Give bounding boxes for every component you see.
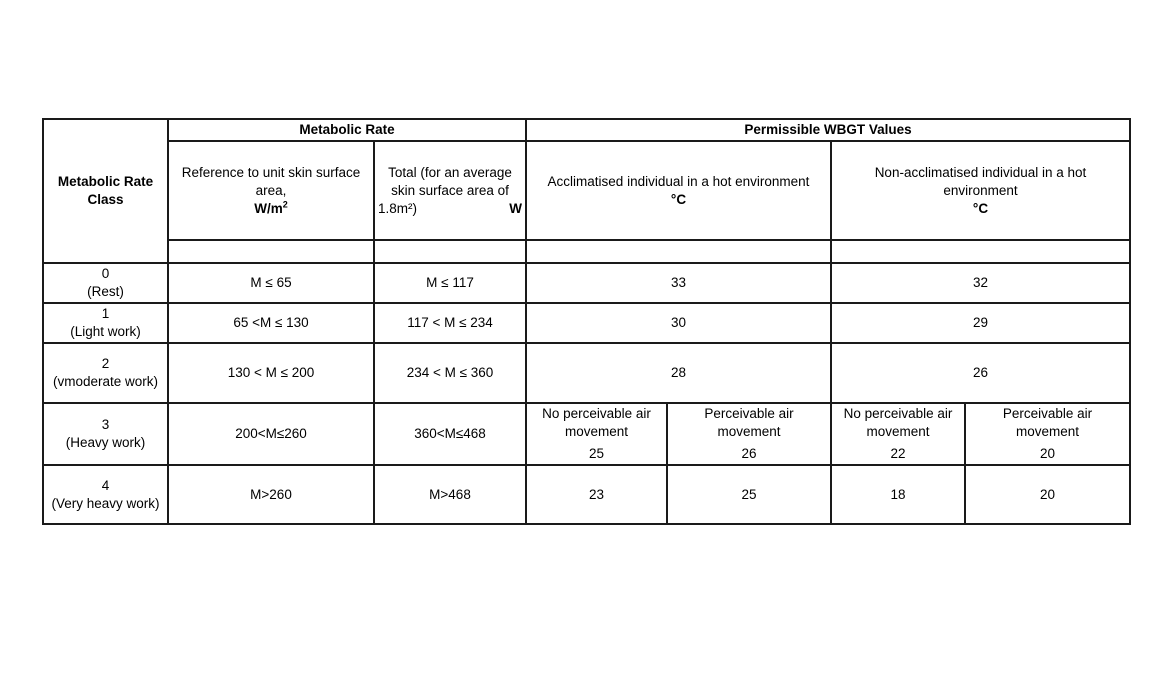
table-row [43, 403, 1130, 465]
acclimatised-air-cell [667, 403, 831, 465]
header-row-1 [43, 119, 1130, 141]
total-header [374, 141, 526, 240]
class-cell [43, 465, 168, 524]
ref-value: M>260 [168, 465, 374, 524]
metabolic-rate-header: Metabolic Rate [168, 119, 526, 141]
acclimatised-header [526, 141, 831, 240]
non-acclimatised-no-air-value: 22 [890, 446, 906, 461]
acclimatised-unit: °C [670, 191, 687, 207]
table-row [43, 343, 1130, 403]
non-acclimatised-value: 29 [831, 303, 1130, 343]
class-number: 3 [101, 417, 110, 432]
class-cell [43, 403, 168, 465]
permissible-wbgt-header: Permissible WBGT Values [526, 119, 1130, 141]
empty-cell [168, 240, 374, 263]
acclimatised-air-value: 26 [741, 446, 757, 461]
class-number: 4 [101, 477, 110, 493]
ref-skin-header [168, 141, 374, 240]
empty-cell [831, 240, 1130, 263]
non-acclimatised-air-value: 20 [1039, 446, 1056, 461]
air-movement-label: Perceivable air movement [704, 406, 794, 439]
table-row [43, 263, 1130, 303]
non-acclimatised-air-cell [965, 403, 1130, 465]
class-cell [43, 263, 168, 303]
total-area: 1.8m²) [378, 200, 418, 216]
acclimatised-no-air-cell [526, 403, 667, 465]
class-name: (Heavy work) [65, 435, 146, 450]
non-acclimatised-header [831, 141, 1130, 240]
class-cell [43, 303, 168, 343]
non-acclimatised-value: 26 [831, 343, 1130, 403]
ref-value: 200<M≤260 [168, 403, 374, 465]
header-row-2 [43, 141, 1130, 240]
class-number: 2 [101, 356, 110, 371]
acclimatised-no-air-value: 23 [526, 465, 667, 524]
ref-value: M ≤ 65 [168, 263, 374, 303]
class-number: 0 [101, 266, 110, 281]
empty-cell [374, 240, 526, 263]
ref-value: 130 < M ≤ 200 [168, 343, 374, 403]
total-value: 360<M≤468 [374, 403, 526, 465]
non-acclimatised-value: 32 [831, 263, 1130, 303]
metabolic-rate-class-header: Metabolic Rate Class [43, 119, 168, 263]
ref-skin-unit: $W/m^2$ [254, 199, 288, 216]
wbgt-table [42, 118, 1131, 525]
class-number: 1 [101, 306, 110, 321]
non-acclimatised-text: Non-acclimatised individual in a hot environment [874, 164, 1087, 198]
class-name: (vmoderate work) [52, 374, 159, 389]
acclimatised-text: Acclimatised individual in a hot environment [547, 173, 810, 189]
table-row [43, 303, 1130, 343]
total-value: M>468 [374, 465, 526, 524]
acclimatised-value: 30 [526, 303, 831, 343]
ref-skin-text: Reference to unit skin surface area, [181, 164, 361, 198]
header-row-3 [43, 240, 1130, 263]
total-value: M ≤ 117 [374, 263, 526, 303]
air-movement-label: No perceivable air movement [542, 406, 651, 439]
class-name: (Light work) [70, 324, 141, 339]
total-value: 234 < M ≤ 360 [374, 343, 526, 403]
air-movement-label: Perceivable air movement [1002, 406, 1093, 439]
class-name: (Very heavy work) [51, 495, 160, 511]
acclimatised-value: 33 [526, 263, 831, 303]
class-cell [43, 343, 168, 403]
acclimatised-no-air-value: 25 [588, 446, 605, 461]
acclimatised-value: 28 [526, 343, 831, 403]
non-acclimatised-unit: °C [972, 200, 989, 216]
ref-value: 65 <M ≤ 130 [168, 303, 374, 343]
table-row [43, 465, 1130, 524]
non-acclimatised-no-air-value: 18 [831, 465, 965, 524]
class-name: (Rest) [87, 284, 124, 299]
air-movement-label: No perceivable air movement [843, 406, 953, 439]
non-acclimatised-air-value: 20 [965, 465, 1130, 524]
total-unit: W [509, 200, 522, 216]
total-text: Total (for an average skin surface area of [388, 164, 512, 198]
acclimatised-air-value: 25 [667, 465, 831, 524]
non-acclimatised-no-air-cell [831, 403, 965, 465]
empty-cell [526, 240, 831, 263]
total-value: 117 < M ≤ 234 [374, 303, 526, 343]
